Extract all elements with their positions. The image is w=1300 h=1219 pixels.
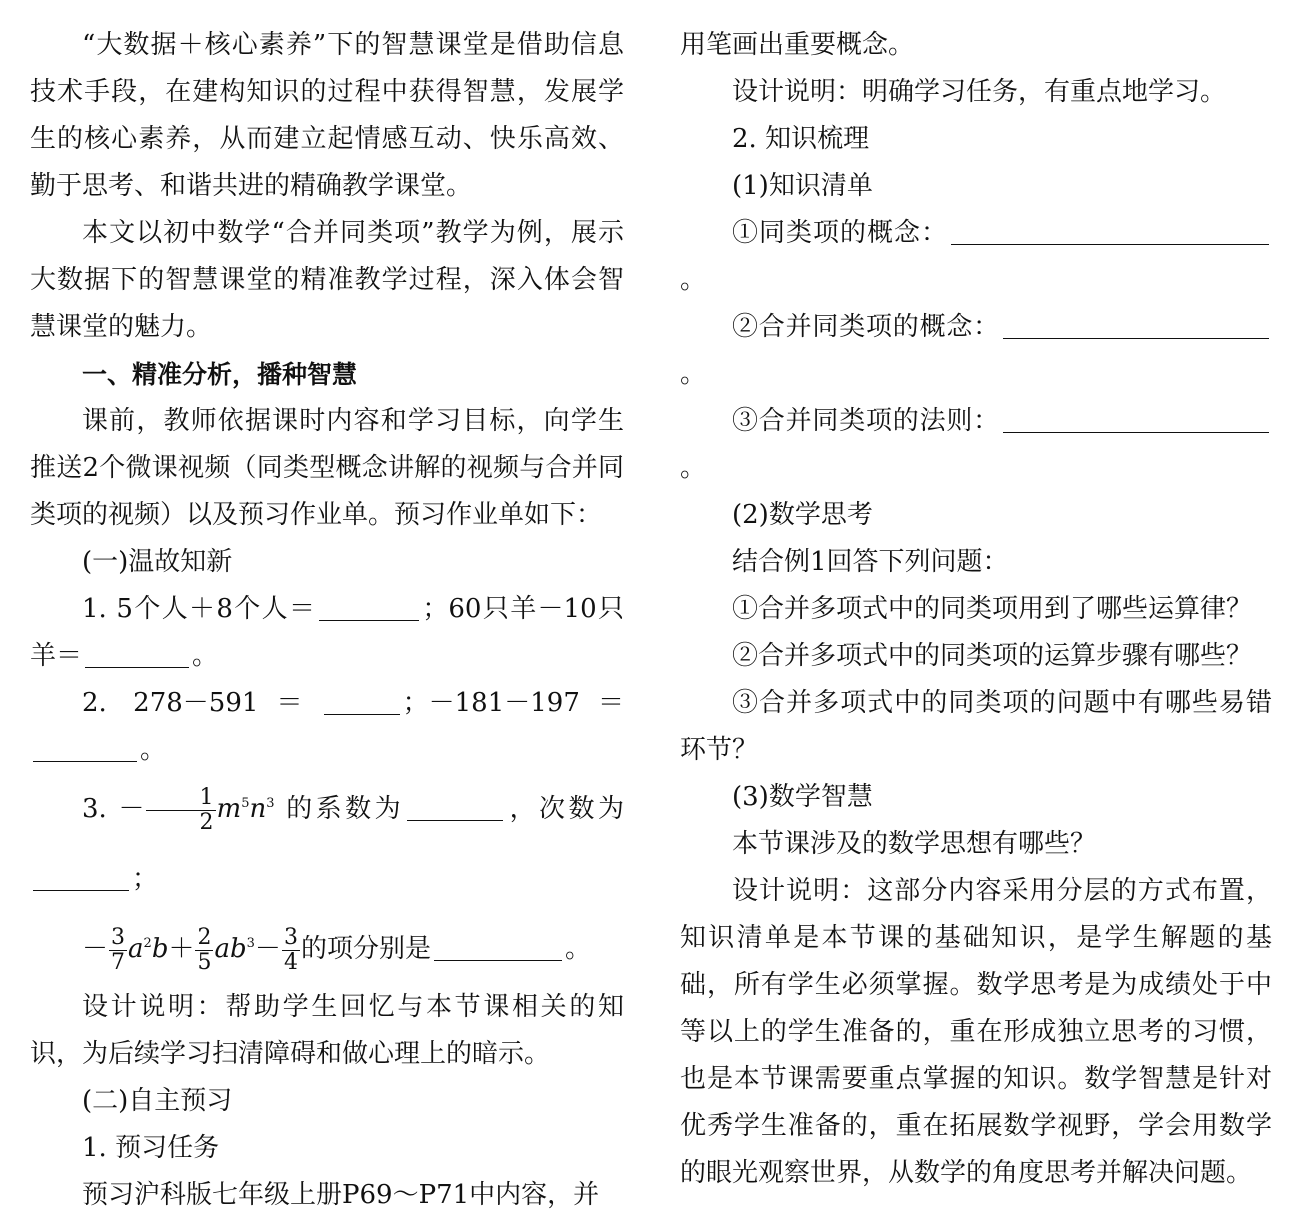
q3b-ab: ab [214,934,247,964]
q3b-minus-2: － [254,934,281,964]
q3-frac-num: 1 [146,786,216,811]
kn-item-3-blank[interactable] [1003,404,1269,433]
right-column [680,22,1272,1197]
q3-frac-den: 2 [199,809,214,835]
kn-item-2-blank[interactable] [1003,310,1269,339]
subsection-review: (一)温故知新 [82,547,233,577]
q3b-f3-den: 4 [283,949,298,975]
q1-blank-2[interactable] [85,639,189,668]
q1-text-b: ；60只羊－10只羊＝ [30,594,624,671]
q3-deg-text: ，次数为 [506,794,624,824]
q2-end: 。 [140,735,167,765]
q3b-plus: ＋ [168,934,195,964]
design-note-2: 设计说明：明确学习任务，有重点地学习。 [732,77,1227,107]
kn-item-1-label: ①同类项的概念： [732,218,948,248]
q3b-fraction-2 [195,926,213,975]
question-3-part-b [30,914,624,984]
q3b-end: 。 [564,934,591,964]
q3-blank-coef[interactable] [407,792,503,821]
q3b-b-exp: 3 [246,936,255,951]
kn-item-3-end: 。 [680,453,707,483]
knowledge-item-2 [680,304,1272,398]
knowledge-item-3 [680,398,1272,492]
q3-fraction [146,786,216,835]
q3-n: n [249,794,267,824]
q3b-blank[interactable] [434,932,562,961]
intro-paragraph-1: “大数据＋核心素养”下的智慧课堂是借助信息技术手段，在建构知识的过程中获得智慧，发展学生的核心素养，从而建立起情感互动、快乐高效、勤于思考、和谐共进的精确教学课堂。 [30,30,624,201]
q3b-b: b [151,934,169,964]
q2-blank-2[interactable] [33,733,137,762]
knowledge-title: 2. 知识梳理 [732,124,870,154]
think-question-1: ①合并多项式中的同类项用到了哪些运算律？ [732,594,1253,624]
kn-item-1-blank[interactable] [951,216,1269,245]
subsection-self-preview: (二)自主预习 [82,1086,233,1116]
knowledge-item-1 [680,210,1272,304]
q3b-fraction-3 [282,926,300,975]
q3b-f3-num: 3 [283,924,298,950]
q3b-f1-num: 3 [111,924,126,950]
section-heading-1: 一、精准分析，播种智慧 [82,360,358,389]
q3-semi: ； [132,864,159,894]
q1-end: 。 [192,641,219,671]
preview-paragraph: 课前，教师依据课时内容和学习目标，向学生推送2个微课视频（同类型概念讲解的视频与合并同类项的视频）以及预习作业单。预习作业单如下： [30,406,624,530]
question-2 [30,680,624,774]
q3b-text: 的项分别是 [300,934,431,964]
design-note-3: 设计说明：这部分内容采用分层的方式布置，知识清单是本节课的基础知识，是学生解题的基础，所有学生必须掌握。数学思考是为成绩处于中等以上的学生准备的，重在形成独立思考的习惯，也是本节课需要重点掌握的知识。数学智慧是针对优秀学生准备的，重在拓展数学视野，学会用数学的眼光观察世界，从数学的角度思考并解决问题。 [680,876,1272,1188]
q3b-minus-1: － [82,934,109,964]
q3b-fraction-1 [109,926,127,975]
design-note-1: 设计说明：帮助学生回忆与本节课相关的知识，为后续学习扫清障碍和做心理上的暗示。 [30,992,624,1069]
kn-item-1-end: 。 [680,265,707,295]
q2-blank-1[interactable] [324,686,400,715]
q2-text-a: 2. 278－591＝ [82,688,321,718]
think-question-2: ②合并多项式中的同类项的运算步骤有哪些？ [732,641,1253,671]
q3b-f2-num: 2 [197,924,212,950]
task-title: 1. 预习任务 [82,1133,220,1163]
kn-item-2-end: 。 [680,359,707,389]
q1-text-a: 1. 5个人＋8个人＝ [82,594,317,624]
q3-m: m [216,794,242,824]
question-3 [30,774,624,914]
task-text: 预习沪科版七年级上册P69～P71中内容，并 [82,1180,600,1210]
intro-paragraph-2: 本文以初中数学“合并同类项”教学为例，展示大数据下的智慧课堂的精准教学过程，深入体会智慧课堂的魅力。 [30,218,624,342]
kn-item-2-label: ②合并同类项的概念： [732,312,1000,342]
q3-coef-text: 的系数为 [274,794,405,824]
question-1 [30,586,624,680]
q3-blank-deg[interactable] [33,862,129,891]
q1-blank-1[interactable] [319,592,419,621]
continued-text: 用笔画出重要概念。 [680,30,915,60]
think-question-3: ③合并多项式中的同类项的问题中有哪些易错环节？ [680,688,1272,765]
q3b-a-exp: 2 [143,936,152,951]
kn-item-3-label: ③合并同类项的法则： [732,406,1000,436]
q3-n-exp: 3 [266,796,275,811]
q3-m-exp: 5 [241,796,250,811]
q3b-f2-den: 5 [197,949,212,975]
q3-prefix: 3. － [82,794,145,824]
left-column [30,22,624,1219]
q3b-f1-den: 7 [111,949,126,975]
q3b-a: a [128,934,144,964]
think-title: (2)数学思考 [732,500,873,530]
knowledge-list-title: (1)知识清单 [732,171,873,201]
q2-text-b: ；－181－197＝ [402,688,624,718]
wisdom-title: (3)数学智慧 [732,782,873,812]
think-intro: 结合例1回答下列问题： [732,547,1009,577]
wisdom-question: 本节课涉及的数学思想有哪些？ [732,829,1097,859]
